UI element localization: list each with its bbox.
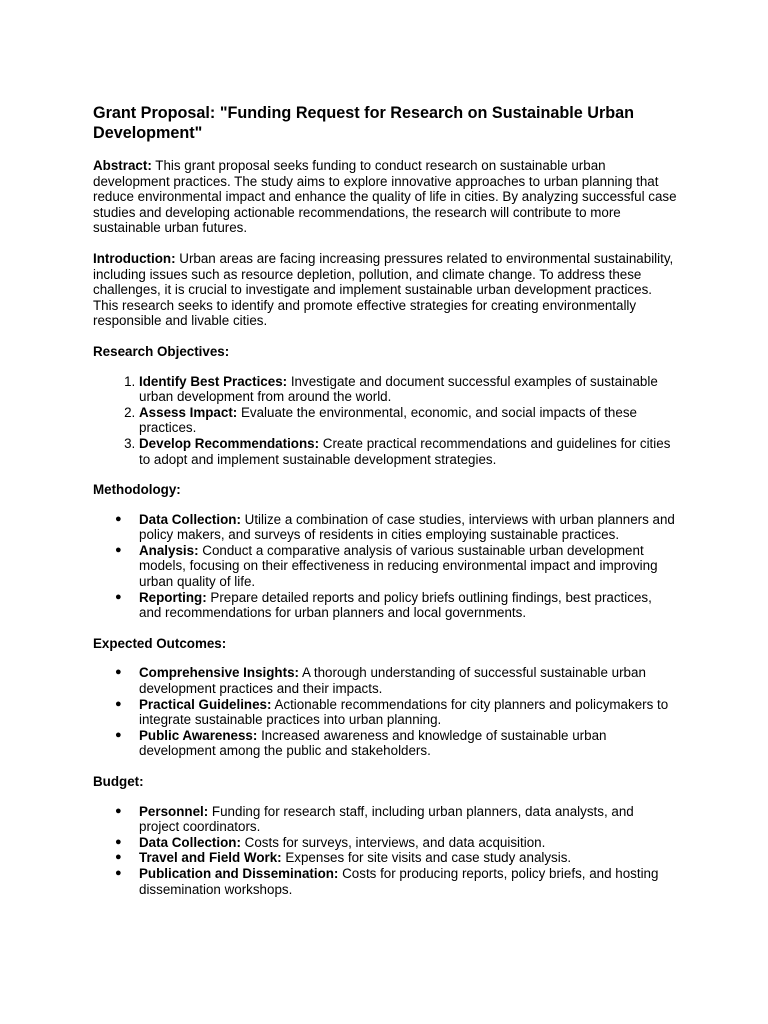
outcome-text: Increased awareness and knowledge of sustainable urban development among the public and stakeholders.	[139, 727, 607, 759]
list-item	[139, 405, 677, 436]
methodology-label: Analysis:	[139, 542, 199, 558]
outcomes-heading: Expected Outcomes:	[93, 635, 227, 651]
budget-label: Personnel:	[139, 803, 209, 819]
objective-text: Investigate and document successful examples of sustainable urban development from around the world.	[139, 373, 658, 405]
objectives-heading: Research Objectives:	[93, 343, 230, 359]
budget-list	[93, 804, 677, 898]
methodology-text: Conduct a comparative analysis of various sustainable urban development models, focusing on their effectiveness in reducing environmental impact and improving urban quality of life.	[139, 542, 658, 590]
list-item	[139, 374, 677, 405]
outcome-label: Comprehensive Insights:	[139, 665, 299, 681]
budget-text: Costs for surveys, interviews, and data acquisition.	[240, 834, 546, 850]
outcome-label: Practical Guidelines:	[139, 696, 272, 712]
methodology-text: Utilize a combination of case studies, interviews with urban planners and policy makers, and surveys of residents in cities employing sustainable practices.	[139, 511, 675, 543]
document-title: Grant Proposal: "Funding Request for Research on Sustainable Urban Development"	[93, 104, 635, 142]
list-item	[139, 804, 677, 835]
list-item	[139, 697, 677, 728]
introduction-text: Urban areas are facing increasing pressures related to environmental sustainability, including issues such as resource depletion, pollution, and climate change. To address these challenges, it is crucial to investigate and implement sustainable urban development practices. This research seeks to identify and promote effective strategies for creating environmentally responsible and livable cities.	[93, 250, 674, 329]
introduction-label: Introduction:	[93, 250, 176, 266]
objective-text: Evaluate the environmental, economic, and social impacts of these practices.	[139, 404, 637, 436]
budget-label: Publication and Dissemination:	[139, 865, 339, 881]
objective-label: Develop Recommendations:	[139, 435, 320, 451]
abstract-text: This grant proposal seeks funding to conduct research on sustainable urban development practices. The study aims to explore innovative approaches to urban planning that reduce environmental impact and enhance the quality of life in cities. By analyzing successful case studies and developing actionable recommendations, the research will contribute to more sustainable urban futures.	[93, 158, 677, 236]
document-page	[93, 104, 677, 912]
methodology-label: Data Collection:	[139, 511, 241, 527]
budget-heading: Budget:	[93, 774, 144, 789]
list-item	[139, 543, 677, 590]
budget-text: Costs for producing reports, policy briefs, and hosting dissemination workshops.	[139, 865, 659, 897]
outcome-text: A thorough understanding of successful sustainable urban development practices and their impacts.	[139, 665, 646, 697]
methodology-label: Reporting:	[139, 589, 207, 605]
budget-label: Travel and Field Work:	[139, 850, 282, 866]
list-item	[139, 665, 677, 696]
list-item	[139, 866, 677, 897]
outcomes-list	[93, 665, 677, 759]
list-item	[139, 728, 677, 759]
budget-text: Expenses for site visits and case study analysis.	[281, 850, 572, 866]
objectives-list	[93, 374, 677, 468]
objective-label: Assess Impact:	[139, 404, 238, 420]
budget-text: Funding for research staff, including urban planners, data analysts, and project coordinators.	[139, 803, 634, 835]
introduction-paragraph	[93, 251, 677, 329]
objective-text: Create practical recommendations and guidelines for cities to adopt and implement sustainable development strategies.	[139, 435, 671, 467]
list-item	[139, 436, 677, 467]
budget-label: Data Collection:	[139, 834, 241, 850]
list-item	[139, 850, 677, 866]
methodology-list	[93, 512, 677, 621]
methodology-text: Prepare detailed reports and policy briefs outlining findings, best practices, and recommendations for urban planners and local governments.	[139, 589, 652, 621]
list-item	[139, 590, 677, 621]
outcome-text: Actionable recommendations for city planners and policymakers to integrate sustainable practices into urban planning.	[139, 696, 669, 728]
methodology-heading: Methodology:	[93, 482, 181, 498]
abstract-paragraph	[93, 158, 677, 236]
abstract-label: Abstract:	[93, 158, 152, 173]
objective-label: Identify Best Practices:	[139, 373, 288, 389]
list-item	[139, 835, 677, 851]
outcome-label: Public Awareness:	[139, 727, 258, 743]
list-item	[139, 512, 677, 543]
